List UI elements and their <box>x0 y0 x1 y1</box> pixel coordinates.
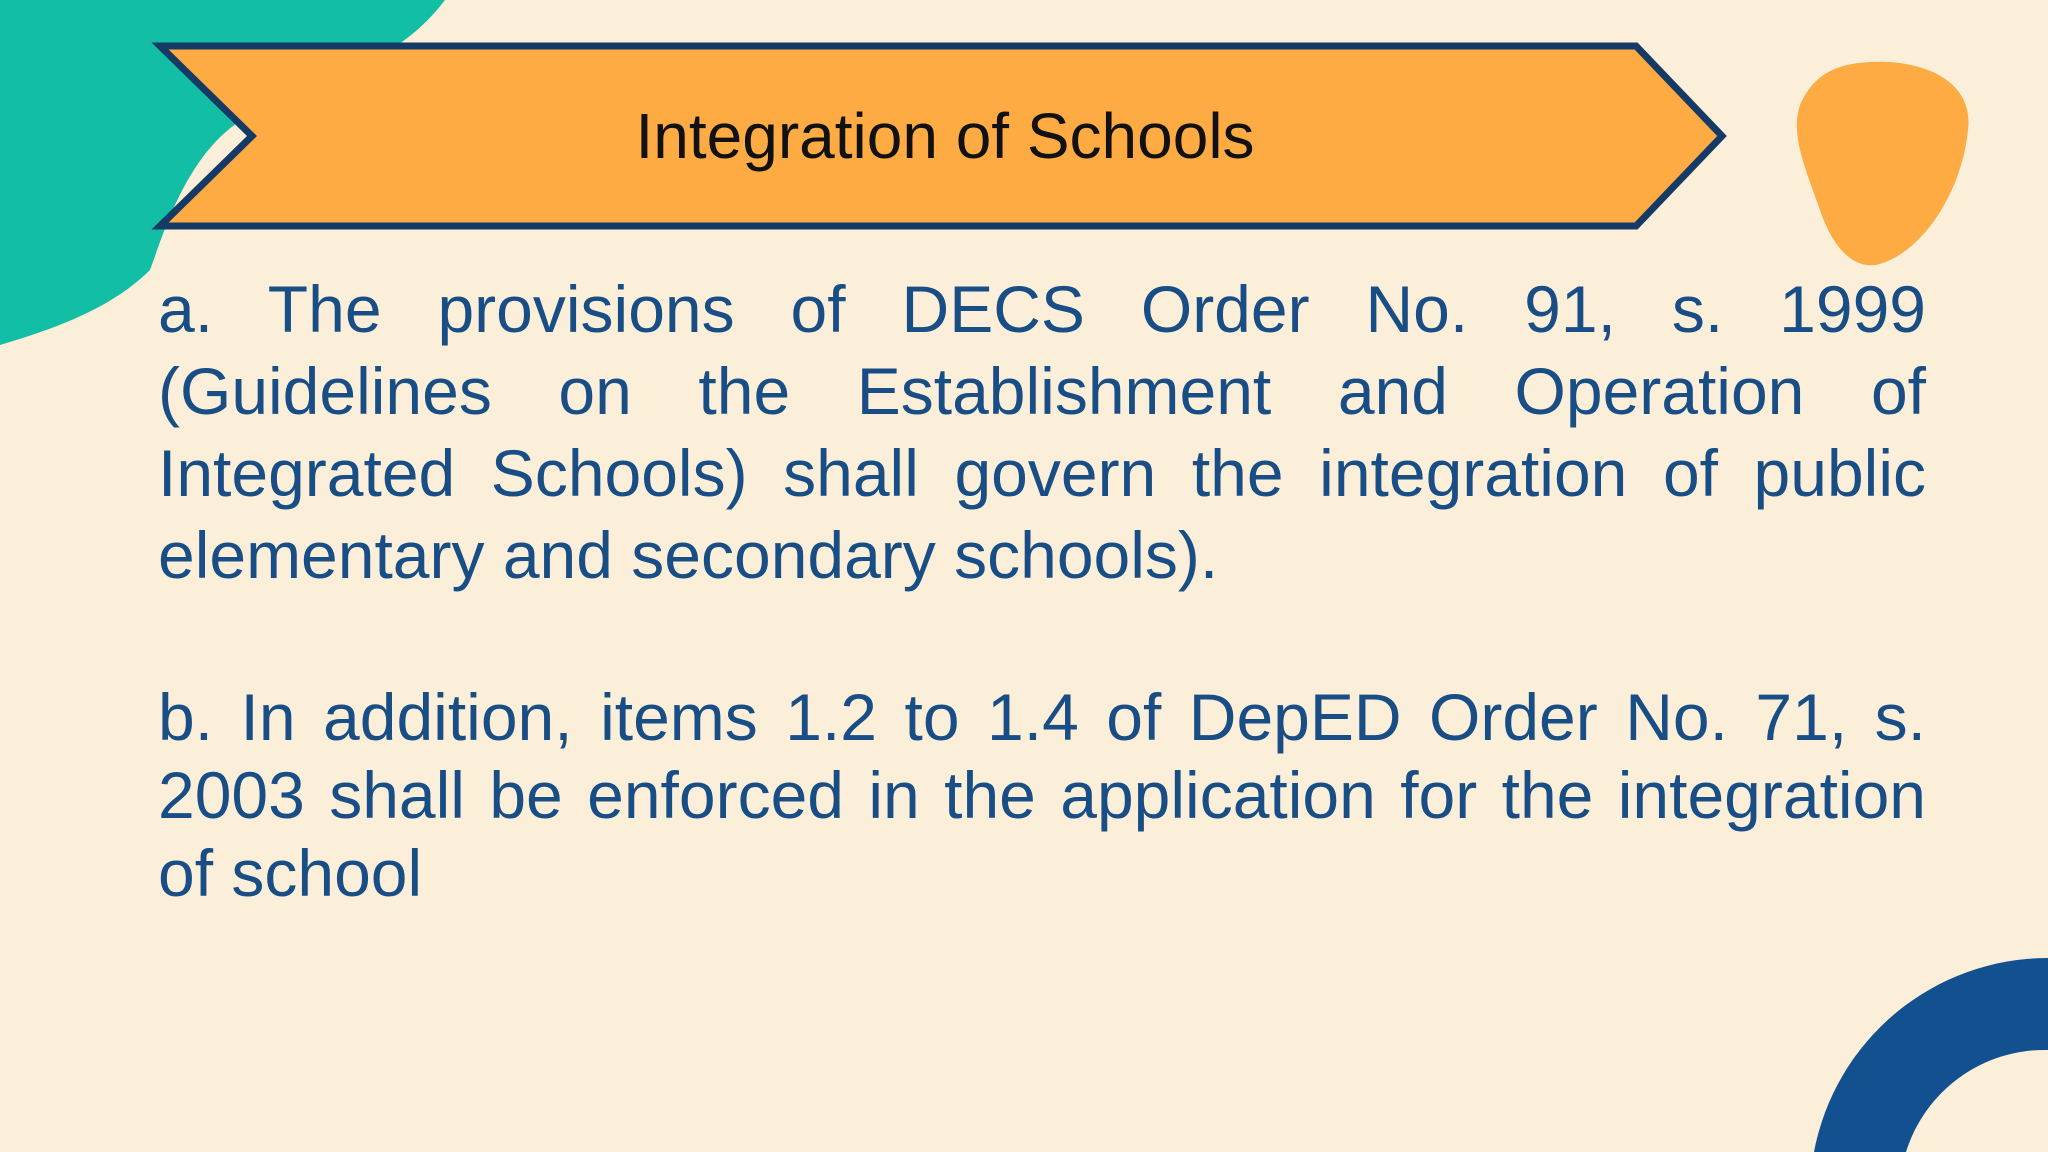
paragraph-b: b. In addition, items 1.2 to 1.4 of DepED Order No. 71, s. 2003 shall be enforced in the application for the integration of school <box>158 680 1926 910</box>
slide-title: Integration of Schools <box>635 100 1255 172</box>
slide-body <box>158 268 1926 912</box>
paragraph-a: a. The provisions of DECS Order No. 91, s. 1999 (Guidelines on the Establishment and Operation of Integrated Schools) shall govern the integration of public elementary and secondary schools). <box>158 272 1926 592</box>
orange-blob-shape <box>1797 62 1969 266</box>
blue-arc-shape <box>1814 958 2048 1152</box>
